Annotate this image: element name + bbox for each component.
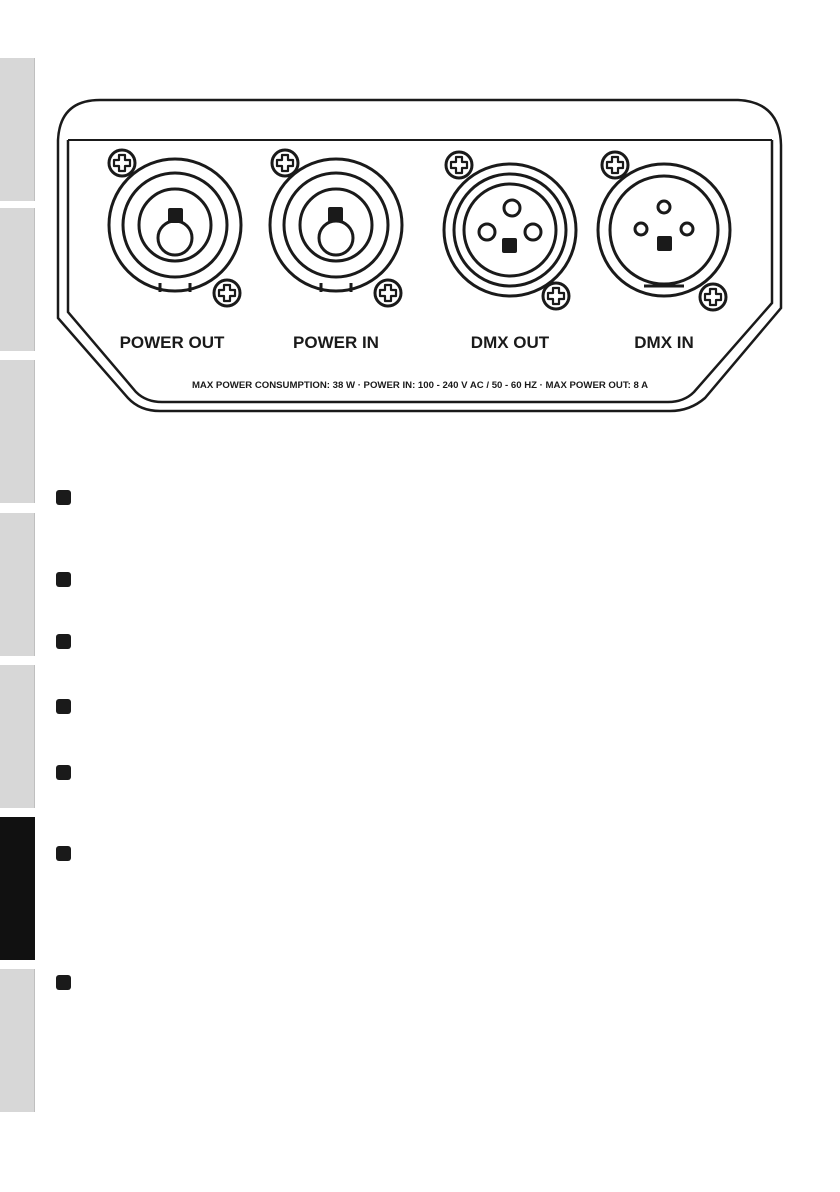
power-in-label: POWER IN <box>293 333 379 352</box>
legend-bullet-icon <box>56 490 71 505</box>
legend-bullet-icon <box>56 765 71 780</box>
side-tab[interactable] <box>0 665 35 808</box>
dmx-out-label: DMX OUT <box>470 333 550 352</box>
legend-bullet-icon <box>56 975 71 990</box>
power-out-connector <box>109 150 241 306</box>
legend-bullet-icon <box>56 634 71 649</box>
dmx-in-label: DMX IN <box>634 333 694 352</box>
rear-panel-diagram <box>0 0 840 440</box>
power-spec-line: MAX POWER CONSUMPTION: 38 W · POWER IN: 100 - 240 V AC / 50 - 60 HZ · MAX POWER OUT: 8 A <box>191 380 649 391</box>
legend-bullet-icon <box>56 572 71 587</box>
power-out-label: POWER OUT <box>119 333 225 352</box>
power-in-connector <box>270 150 402 306</box>
side-tab[interactable] <box>0 513 35 656</box>
dmx-out-connector <box>444 152 576 309</box>
legend-bullet-icon <box>56 699 71 714</box>
legend-bullet-icon <box>56 846 71 861</box>
side-tab[interactable] <box>0 969 35 1112</box>
dmx-in-connector <box>598 152 730 310</box>
side-tab-active[interactable] <box>0 817 35 960</box>
